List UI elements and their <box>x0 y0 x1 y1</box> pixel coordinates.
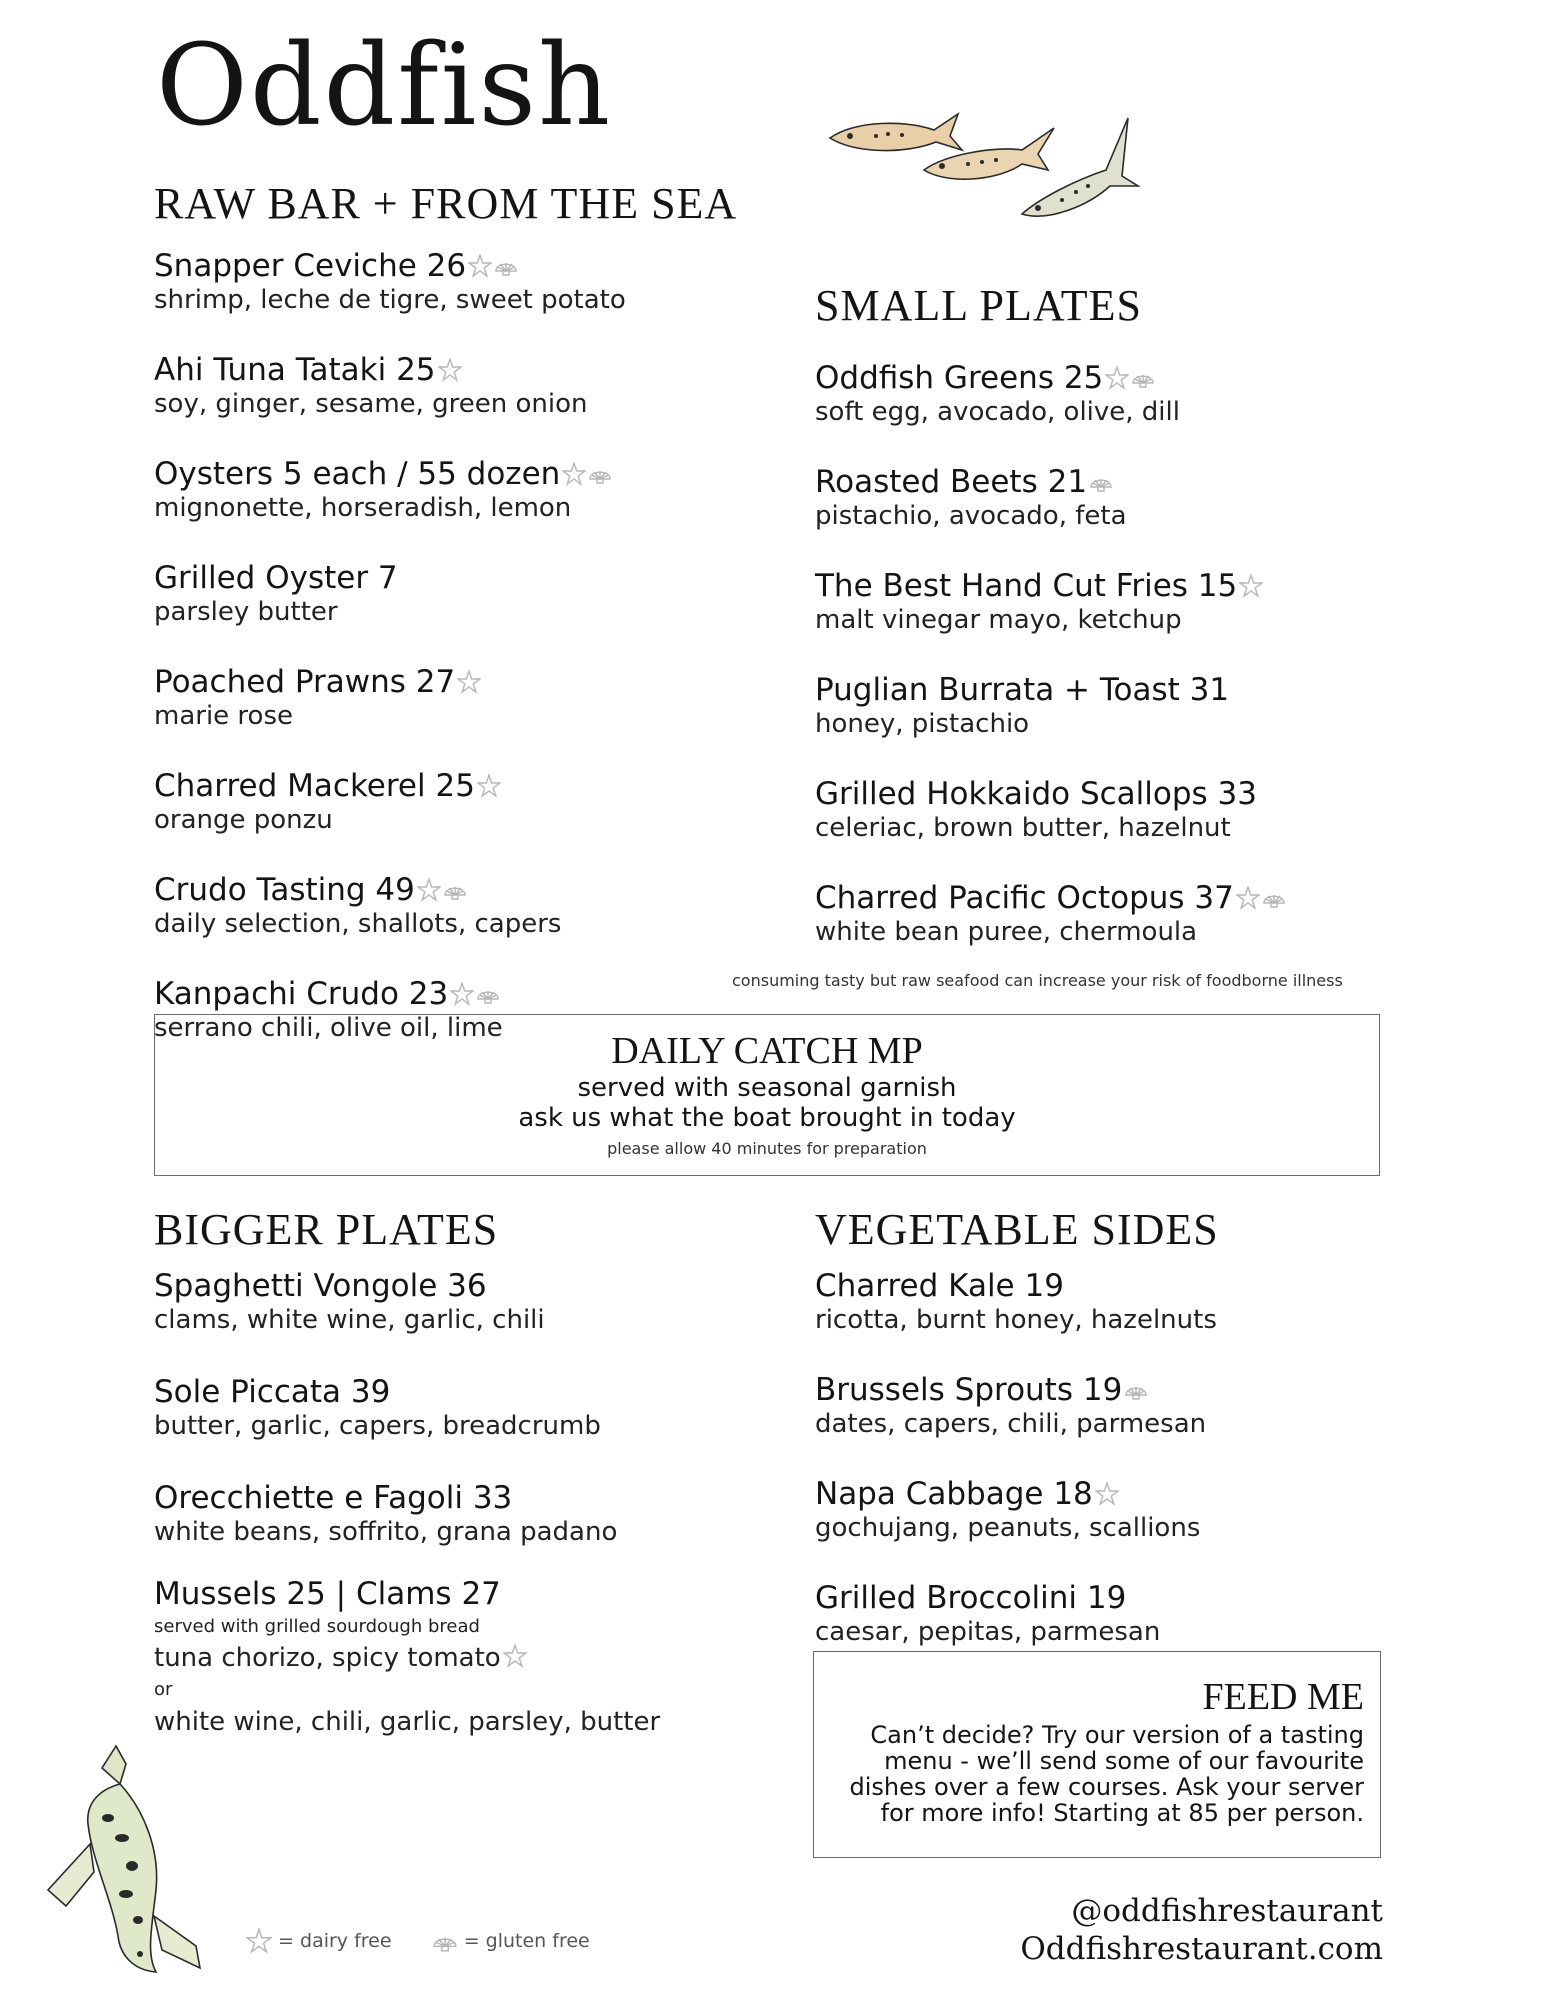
dairy-free-label: = dairy free <box>278 1930 392 1952</box>
item-description: shrimp, leche de tigre, sweet potato <box>154 285 626 315</box>
item-name: Kanpachi Crudo 23 <box>154 976 449 1012</box>
item-option: tuna chorizo, spicy tomato <box>154 1643 501 1673</box>
item-name: Snapper Ceviche 26 <box>154 248 467 284</box>
bigger-plates-list <box>154 1268 794 1774</box>
contact-info <box>1020 1892 1383 1968</box>
menu-item <box>815 672 1415 740</box>
menu-item <box>154 352 774 420</box>
starfish-icon <box>1095 1482 1119 1506</box>
raw-bar-list <box>154 248 774 1080</box>
shell-icon <box>1131 366 1155 390</box>
item-description: honey, pistachio <box>815 709 1030 739</box>
menu-item <box>815 880 1415 948</box>
item-name: Charred Pacific Octopus 37 <box>815 880 1234 916</box>
item-name: Oddfish Greens 25 <box>815 360 1104 396</box>
menu-item <box>154 872 774 940</box>
item-description: white bean puree, chermoula <box>815 917 1198 947</box>
menu-item <box>154 1576 794 1738</box>
item-description: marie rose <box>154 701 294 731</box>
item-or: or <box>154 1679 173 1700</box>
item-name: Charred Kale 19 <box>815 1268 1064 1304</box>
vegetable-sides-title: VEGETABLE SIDES <box>815 1205 1219 1254</box>
bigger-plates-title: BIGGER PLATES <box>154 1205 499 1254</box>
daily-catch-line: ask us what the boat brought in today <box>518 1103 1016 1133</box>
item-name: Napa Cabbage 18 <box>815 1476 1093 1512</box>
starfish-icon <box>477 774 501 798</box>
item-name: Puglian Burrata + Toast 31 <box>815 672 1230 708</box>
item-description: orange ponzu <box>154 805 333 835</box>
item-description: soft egg, avocado, olive, dill <box>815 397 1180 427</box>
item-name: The Best Hand Cut Fries 15 <box>815 568 1238 604</box>
item-name: Oysters 5 each / 55 dozen <box>154 456 561 492</box>
item-name: Mussels 25 | Clams 27 <box>154 1576 501 1612</box>
menu-item <box>815 568 1415 636</box>
menu-item <box>815 776 1415 844</box>
small-plates-title: SMALL PLATES <box>815 281 1142 330</box>
shell-icon <box>432 1928 458 1954</box>
item-name: Sole Piccata 39 <box>154 1374 391 1410</box>
item-name: Roasted Beets 21 <box>815 464 1088 500</box>
item-name: Grilled Hokkaido Scallops 33 <box>815 776 1257 812</box>
starfish-icon <box>1105 366 1129 390</box>
raw-seafood-warning: consuming tasty but raw seafood can increase your risk of foodborne illness <box>732 971 1343 990</box>
item-description: clams, white wine, garlic, chili <box>154 1305 545 1335</box>
dietary-legend <box>244 1928 590 1954</box>
item-description: parsley butter <box>154 597 338 627</box>
shell-icon <box>443 878 467 902</box>
item-name: Orecchiette e Fagoli 33 <box>154 1480 513 1516</box>
item-name: Grilled Broccolini 19 <box>815 1580 1127 1616</box>
menu-item <box>154 456 774 524</box>
daily-catch-box <box>154 1014 1380 1176</box>
item-description: malt vinegar mayo, ketchup <box>815 605 1182 635</box>
sardines-illustration <box>826 110 1190 240</box>
feed-me-text: Can’t decide? Try our version of a tasting menu - we’ll send some of our favourite dishes over a few courses. Ask your server for more info! Starting at 85 per person. <box>849 1721 1364 1827</box>
restaurant-logo: Oddfish <box>156 21 613 151</box>
item-description: white beans, soffrito, grana padano <box>154 1517 618 1547</box>
starfish-icon <box>468 254 492 278</box>
item-description: mignonette, horseradish, lemon <box>154 493 572 523</box>
menu-item <box>154 560 774 628</box>
social-handle[interactable]: @oddfishrestaurant <box>1071 1893 1383 1929</box>
item-description: daily selection, shallots, capers <box>154 909 562 939</box>
item-description: serrano chili, olive oil, lime <box>154 1013 503 1043</box>
menu-item <box>815 1372 1415 1440</box>
item-name: Brussels Sprouts 19 <box>815 1372 1123 1408</box>
item-description: dates, capers, chili, parmesan <box>815 1409 1207 1439</box>
item-description: pistachio, avocado, feta <box>815 501 1127 531</box>
menu-item <box>815 1580 1415 1648</box>
shell-icon <box>588 462 612 486</box>
small-plates-list <box>815 360 1415 984</box>
item-name: Spaghetti Vongole 36 <box>154 1268 487 1304</box>
starfish-icon <box>1236 886 1260 910</box>
daily-catch-line: served with seasonal garnish <box>577 1073 957 1103</box>
menu-item <box>815 1268 1415 1336</box>
starfish-icon <box>503 1644 527 1668</box>
starfish-icon <box>562 462 586 486</box>
starfish-icon <box>450 982 474 1006</box>
item-description: ricotta, burnt honey, hazelnuts <box>815 1305 1217 1335</box>
menu-item <box>154 1268 794 1336</box>
item-note: served with grilled sourdough bread <box>154 1616 480 1637</box>
menu-item <box>815 464 1415 532</box>
starfish-icon <box>1239 574 1263 598</box>
shell-icon <box>1262 886 1286 910</box>
item-description: soy, ginger, sesame, green onion <box>154 389 588 419</box>
starfish-icon <box>457 670 481 694</box>
item-option: white wine, chili, garlic, parsley, butter <box>154 1707 661 1737</box>
item-name: Ahi Tuna Tataki 25 <box>154 352 436 388</box>
starfish-icon <box>438 358 462 382</box>
item-description: gochujang, peanuts, scallions <box>815 1513 1201 1543</box>
shell-icon <box>1124 1378 1148 1402</box>
raw-bar-title: RAW BAR + FROM THE SEA <box>154 179 738 228</box>
shell-icon <box>494 254 518 278</box>
starfish-icon <box>417 878 441 902</box>
menu-item <box>154 248 774 316</box>
item-name: Crudo Tasting 49 <box>154 872 415 908</box>
vegetable-sides-list <box>815 1268 1415 1684</box>
feed-me-title: FEED ME <box>1202 1676 1364 1718</box>
item-name: Poached Prawns 27 <box>154 664 456 700</box>
daily-catch-title: DAILY CATCH MP <box>611 1030 923 1072</box>
menu-item <box>154 1480 794 1548</box>
item-description: celeriac, brown butter, hazelnut <box>815 813 1231 843</box>
feed-me-box <box>813 1651 1381 1858</box>
shell-icon <box>1089 470 1113 494</box>
menu-item <box>154 1374 794 1442</box>
website-link[interactable]: Oddfishrestaurant.com <box>1020 1931 1383 1967</box>
menu-item <box>815 1476 1415 1544</box>
item-description: butter, garlic, capers, breadcrumb <box>154 1411 601 1441</box>
menu-item <box>154 768 774 836</box>
daily-catch-note: please allow 40 minutes for preparation <box>607 1139 927 1158</box>
menu-item <box>815 360 1415 428</box>
koi-fish-illustration <box>28 1740 228 1980</box>
gluten-free-label: = gluten free <box>463 1930 590 1952</box>
starfish-icon <box>246 1928 272 1954</box>
shell-icon <box>476 982 500 1006</box>
menu-item <box>154 664 774 732</box>
item-name: Charred Mackerel 25 <box>154 768 475 804</box>
item-name: Grilled Oyster 7 <box>154 560 398 596</box>
item-description: caesar, pepitas, parmesan <box>815 1617 1161 1647</box>
